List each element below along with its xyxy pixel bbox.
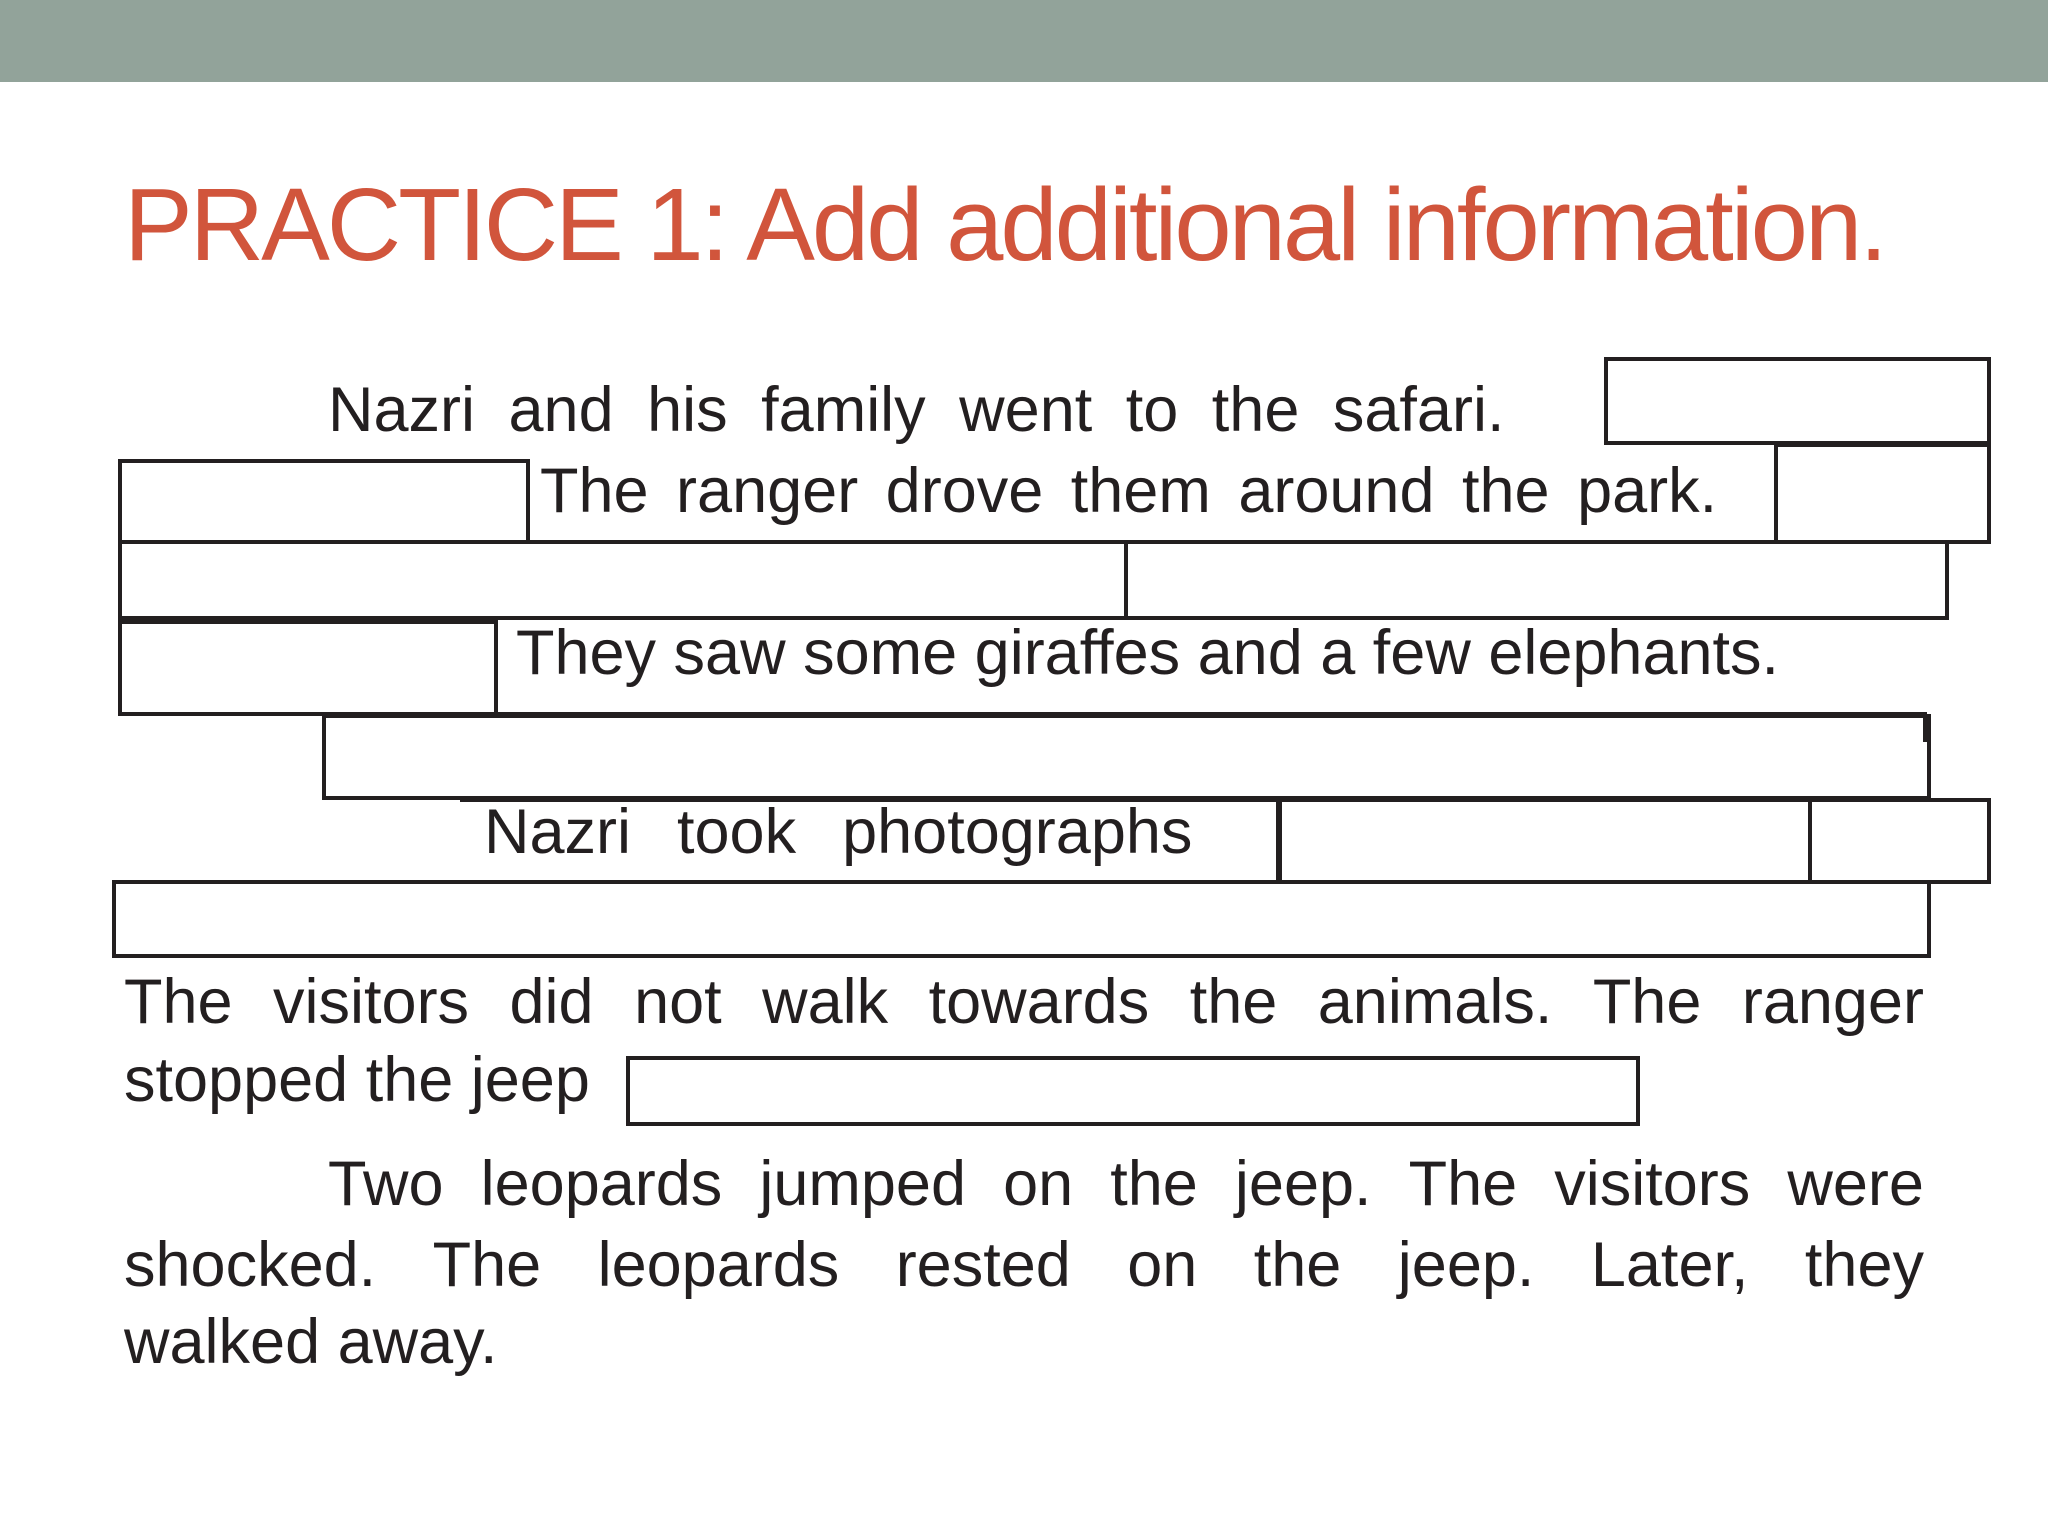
- word: ranger: [1741, 967, 1924, 1037]
- word: not: [634, 967, 722, 1037]
- word: jeep.: [1397, 1230, 1535, 1300]
- word: rested: [895, 1230, 1071, 1300]
- sentence-6-line-3: [124, 1306, 498, 1378]
- word: did: [509, 967, 594, 1037]
- word: Two: [328, 1149, 444, 1219]
- word: The: [1408, 1149, 1518, 1219]
- blank-box-6[interactable]: [118, 620, 498, 716]
- blank-box-3[interactable]: [1774, 443, 1991, 544]
- word: towards: [928, 967, 1150, 1037]
- blank-box-9[interactable]: [1808, 798, 1991, 884]
- sentence-1: [328, 374, 1504, 446]
- blank-box-4[interactable]: [118, 540, 1128, 620]
- slide-title: PRACTICE 1: Add additional information.: [124, 167, 1885, 282]
- sentence-1-text: Nazri and his family went to the safari.: [328, 375, 1505, 445]
- word: on: [1003, 1149, 1074, 1219]
- blank-box-11[interactable]: [626, 1056, 1640, 1126]
- blank-box-7[interactable]: [322, 714, 1931, 800]
- blank-box-8[interactable]: [1278, 798, 1812, 884]
- sentence-2: [540, 455, 1717, 527]
- word: the: [1189, 967, 1278, 1037]
- word: on: [1127, 1230, 1198, 1300]
- sentence-4-word: photographs: [842, 797, 1193, 867]
- blank-box-1[interactable]: [1604, 357, 1991, 445]
- sentence-6-line-1: [328, 1144, 1924, 1225]
- sentence-5-line-2-text: stopped the jeep: [124, 1045, 590, 1115]
- blank-box-10[interactable]: [112, 880, 1931, 958]
- word: the: [1110, 1149, 1198, 1219]
- word: were: [1787, 1149, 1924, 1219]
- word: shocked.: [124, 1230, 377, 1300]
- word: The: [432, 1230, 542, 1300]
- sentence-6-line-3-text: walked away.: [124, 1307, 498, 1377]
- sentence-3: [516, 617, 1779, 689]
- word: leopards: [480, 1149, 723, 1219]
- blank-box-5[interactable]: [1124, 540, 1949, 620]
- blank-box-2[interactable]: [118, 459, 530, 544]
- sentence-3-text: They saw some giraffes and a few elephants.: [516, 618, 1780, 688]
- sentence-2-text: The ranger drove them around the park.: [540, 456, 1718, 526]
- word: Later,: [1590, 1230, 1749, 1300]
- word: The: [1592, 967, 1702, 1037]
- word: the: [1253, 1230, 1342, 1300]
- header-bar: [0, 0, 2048, 82]
- sentence-4-word: took: [677, 797, 797, 867]
- word: animals.: [1317, 967, 1553, 1037]
- sentence-6-line-2: [124, 1225, 1924, 1306]
- sentence-4-top-line: [460, 798, 1280, 884]
- word: jeep.: [1234, 1149, 1372, 1219]
- sentence-5-line-1: [124, 962, 1924, 1043]
- sentence-5-line-2: [124, 1044, 590, 1116]
- word: leopards: [597, 1230, 840, 1300]
- word: jumped: [759, 1149, 967, 1219]
- word: they: [1804, 1230, 1925, 1300]
- word: visitors: [1554, 1149, 1751, 1219]
- sentence-4-word: Nazri: [484, 797, 632, 867]
- word: The: [124, 967, 233, 1037]
- word: visitors: [273, 967, 470, 1037]
- word: walk: [762, 967, 889, 1037]
